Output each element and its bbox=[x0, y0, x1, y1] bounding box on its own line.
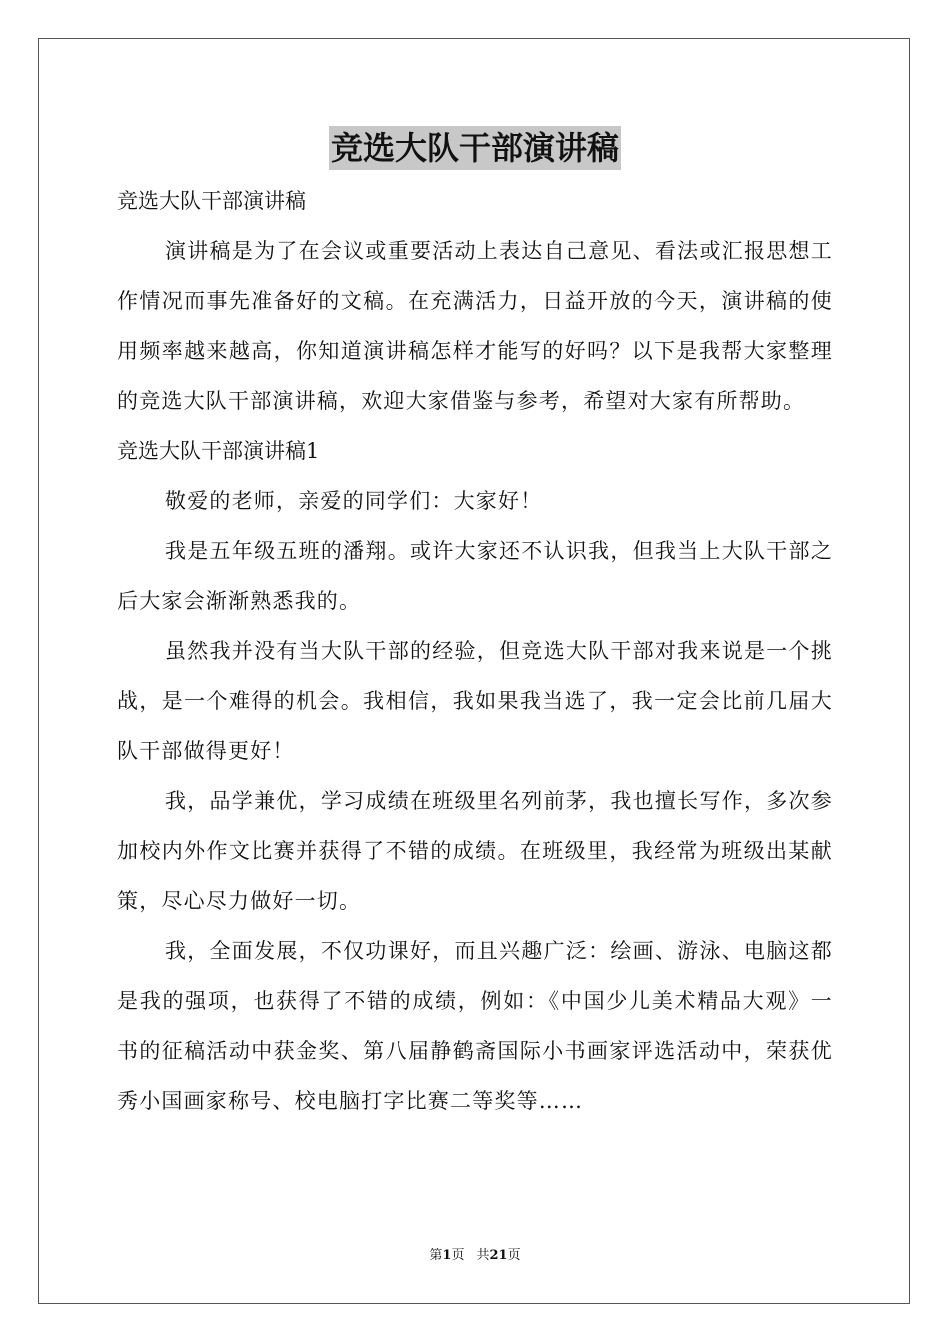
total-pages: 21 bbox=[489, 1248, 508, 1263]
section-heading: 竞选大队干部演讲稿1 bbox=[117, 439, 320, 463]
body-paragraph: 敬爱的老师，亲爱的同学们：大家好！ bbox=[165, 489, 543, 513]
body-paragraph: 我，全面发展，不仅功课好，而且兴趣广泛：绘画、游泳、电脑这都是我的强项，也获得了不错的成绩，例如：《中国少儿美术精品大观》一书的征稿活动中获金奖、第八届静鹤斋国际小书画家评选活动中，荣获优秀小国画家称号、校电脑打字比赛二等奖等…… bbox=[117, 939, 833, 1113]
body-paragraph: 我，品学兼优，学习成绩在班级里名列前茅，我也擅长写作，多次参加校内外作文比赛并获得了不错的成绩。在班级里，我经常为班级出某献策，尽心尽力做好一切。 bbox=[117, 789, 833, 913]
page-number: 1 bbox=[442, 1248, 452, 1263]
document-title: 竞选大队干部演讲稿 bbox=[329, 126, 621, 170]
total-prefix: 共 bbox=[476, 1248, 490, 1263]
document-subtitle: 竞选大队干部演讲稿 bbox=[117, 189, 306, 213]
body-paragraph: 虽然我并没有当大队干部的经验，但竞选大队干部对我来说是一个挑战，是一个难得的机会。我相信，我如果我当选了，我一定会比前几届大队干部做得更好！ bbox=[117, 639, 833, 763]
title-wrap bbox=[0, 126, 950, 170]
total-suffix: 页 bbox=[507, 1248, 521, 1263]
intro-paragraph: 演讲稿是为了在会议或重要活动上表达自己意见、看法或汇报思想工作情况而事先准备好的文稿。在充满活力，日益开放的今天，演讲稿的使用频率越来越高，你知道演讲稿怎样才能写的好吗？以下是我帮大家整理的竞选大队干部演讲稿，欢迎大家借鉴与参考，希望对大家有所帮助。 bbox=[117, 239, 833, 413]
page-prefix: 第 bbox=[429, 1248, 443, 1263]
page-footer bbox=[0, 1246, 950, 1266]
page-suffix: 页 bbox=[451, 1248, 465, 1263]
document-body bbox=[117, 176, 833, 1126]
body-paragraph: 我是五年级五班的潘翔。或许大家还不认识我，但我当上大队干部之后大家会渐渐熟悉我的。 bbox=[117, 539, 833, 613]
